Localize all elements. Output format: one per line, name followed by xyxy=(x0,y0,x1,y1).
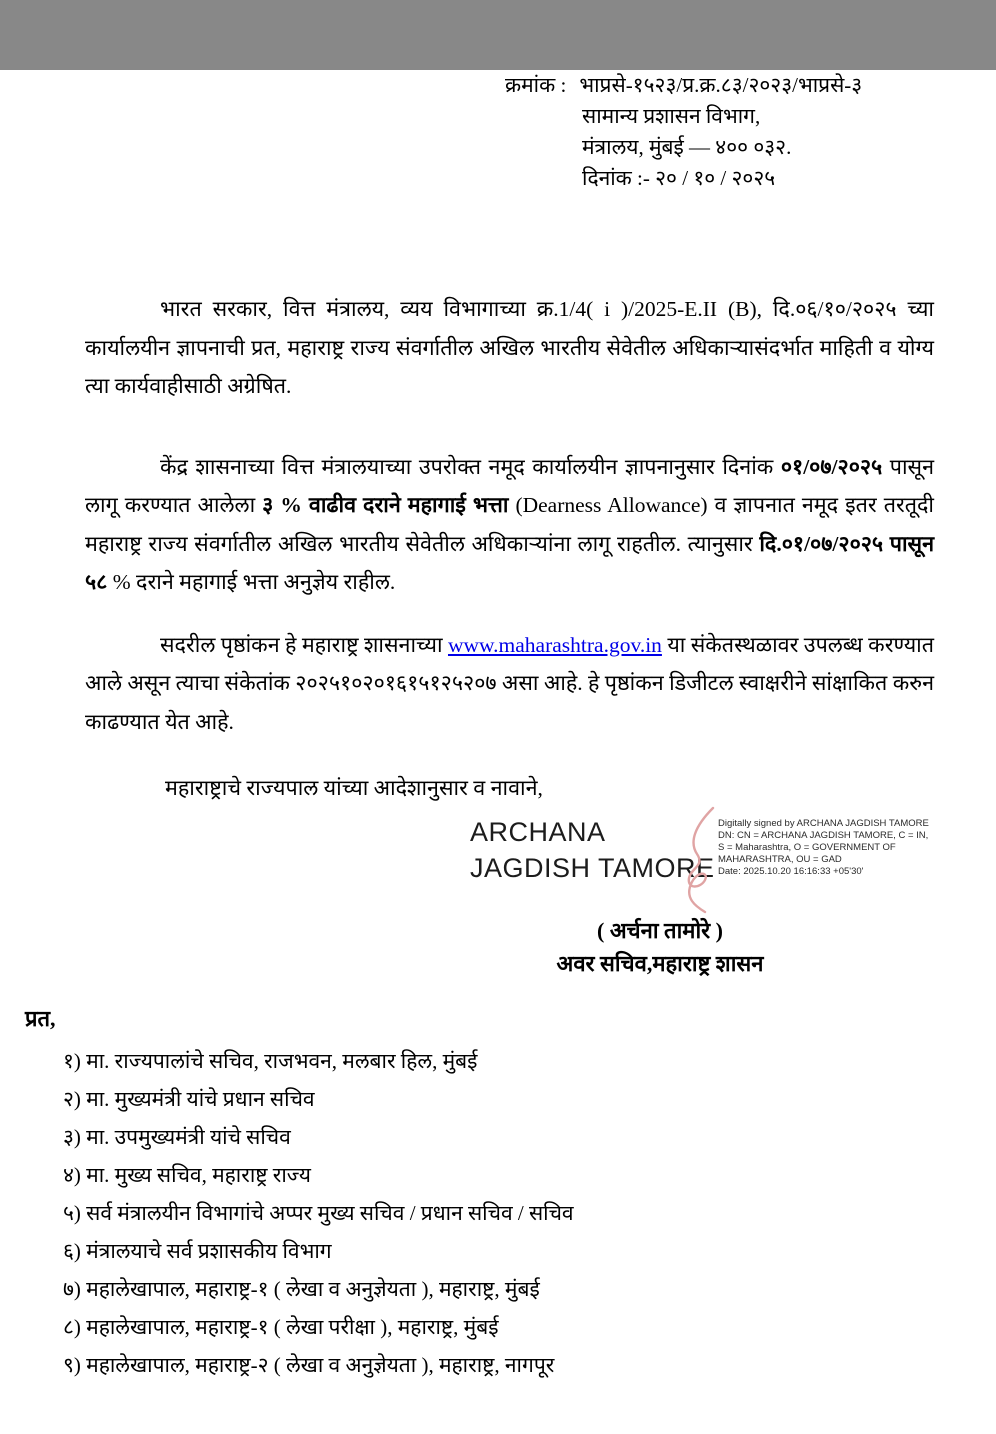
sig-detail-line: Digitally signed by ARCHANA JAGDISH TAMORE xyxy=(718,817,929,829)
digital-signature-details xyxy=(718,818,978,878)
para2-da-rate-increase: ३ % वाढीव दराने महागाई भत्ता xyxy=(262,493,509,517)
government-letter-page xyxy=(0,70,996,1434)
para2-seg7: % दराने महागाई भत्ता अनुज्ञेय राहील. xyxy=(107,570,396,594)
copy-to-item: ६) मंत्रालयाचे सर्व प्रशासकीय विभाग xyxy=(63,1238,332,1263)
reference-number: भाप्रसे-१५२३/प्र.क्र.८३/२०२३/भाप्रसे-३ xyxy=(579,73,863,97)
sig-detail-line: DN: CN = ARCHANA JAGDISH TAMORE, C = IN, xyxy=(718,829,929,841)
para2-seg3: पासून लागू करण्यात आलेला xyxy=(85,454,934,517)
para3-seg1: सदरील पृष्ठांकन हे महाराष्ट्र शासनाच्या xyxy=(160,632,448,657)
copy-to-item: ८) महालेखापाल, महाराष्ट्र-१ ( लेखा परीक्षा ), महाराष्ट्र, मुंबई xyxy=(63,1314,499,1339)
copy-to-item: ४) मा. मुख्य सचिव, महाराष्ट्र राज्य xyxy=(63,1162,311,1187)
reference-label: क्रमांक : xyxy=(505,73,567,97)
digital-signature-block xyxy=(470,814,996,906)
copy-to-list xyxy=(0,1042,996,1384)
sig-detail-line: MAHARASHTRA, OU = GAD xyxy=(718,853,842,865)
sig-detail-line: Date: 2025.10.20 16:16:33 +05'30' xyxy=(718,865,864,877)
para3-seg2: या संकेतस्थळावर उपलब्ध करण्यात आले असून त्याचा संकेतांक २०२५१०२०१६१५१२५२०७ असा आहे. हे पृष्ठांकन डिजीटल स्वाक्षरीने सांक्षाकित करुन काढण्यात येत आहे. xyxy=(85,632,934,734)
signer-name-line2: JAGDISH TAMORE xyxy=(470,852,715,883)
copy-to-item: २) मा. मुख्यमंत्री यांचे प्रधान सचिव xyxy=(63,1086,315,1111)
date-line: दिनांक :- २० / १० / २०२५ xyxy=(582,166,776,190)
copy-to-item: १) मा. राज्यपालांचे सचिव, राजभवन, मलबार हिल, मुंबई xyxy=(63,1048,478,1073)
signer-designation: अवर सचिव,महाराष्ट्र शासन xyxy=(556,950,764,976)
para2-effective-date: ०१/०७/२०२५ xyxy=(780,454,883,479)
para2-seg5: (Dearness Allowance) व ज्ञापनात नमूद इतर तरतूदी महाराष्ट्र राज्य संवर्गातील अखिल भारतीय सेवेतील अधिकाऱ्यांना लागू राहतील. त्यानुसार xyxy=(85,493,934,556)
signer-name-marathi: ( अर्चना तामोरे ) xyxy=(597,917,723,943)
reference-number-row xyxy=(505,70,996,101)
paragraph-forwarding xyxy=(85,290,934,406)
by-order-line: महाराष्ट्राचे राज्यपाल यांच्या आदेशानुसार व नावाने, xyxy=(165,776,543,800)
letter-header-block xyxy=(505,70,996,194)
copy-to-item: ३) मा. उपमुख्यमंत्री यांचे सचिव xyxy=(63,1124,291,1149)
signer-name-line1: ARCHANA xyxy=(470,816,606,847)
copy-to-label: प्रत, xyxy=(25,1005,56,1031)
copy-to-item: ५) सर्व मंत्रालयीन विभागांचे अप्पर मुख्य सचिव / प्रधान सचिव / सचिव xyxy=(63,1200,574,1225)
paragraph-forwarding-text: भारत सरकार, वित्त मंत्रालय, व्यय विभागाच्या क्र.1/4( i )/2025-E.II (B), दि.०६/१०/२०२५ च्या कार्यालयीन ज्ञापनाची प्रत, महाराष्ट्र राज्य संवर्गातील अखिल भारतीय सेवेतील अधिकाऱ्यासंदर्भात माहिती व योग्य त्या कार्यवाहीसाठी अग्रेषित. xyxy=(85,297,934,398)
paragraph-da-increase xyxy=(85,448,934,602)
address-line: मंत्रालय, मुंबई — ४०० ०३२. xyxy=(582,135,792,159)
copy-to-item: ७) महालेखापाल, महाराष्ट्र-१ ( लेखा व अनुज्ञेयता ), महाराष्ट्र, मुंबई xyxy=(63,1276,540,1301)
para2-seg1: केंद्र शासनाच्या वित्त मंत्रालयाच्या उपरोक्त नमूद कार्यालयीन ज्ञापनानुसार दिनांक xyxy=(160,454,781,479)
copy-to-item: ९) महालेखापाल, महाराष्ट्र-२ ( लेखा व अनुज्ञेयता ), महाराष्ट्र, नागपूर xyxy=(63,1352,555,1377)
para2-total-da-rate: दि.०१/०७/२०२५ पासून ५८ xyxy=(85,531,934,594)
maharashtra-website-link[interactable]: www.maharashtra.gov.in xyxy=(447,632,662,657)
department-line: सामान्य प्रशासन विभाग, xyxy=(582,104,761,128)
sig-detail-line: S = Maharashtra, O = GOVERNMENT OF xyxy=(718,841,896,853)
paragraph-endorsement xyxy=(85,626,934,742)
